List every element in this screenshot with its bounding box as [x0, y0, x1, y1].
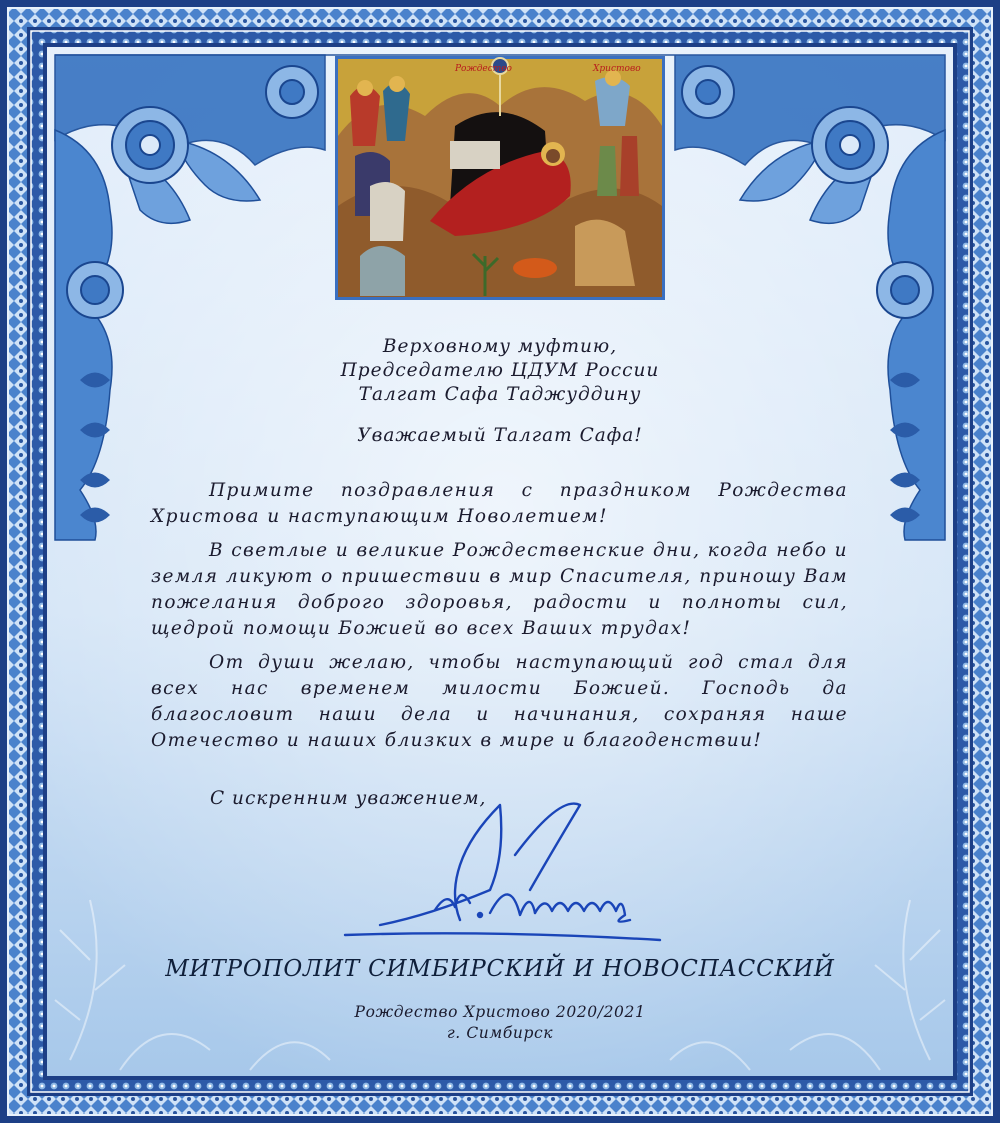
closing: С искренним уважением,	[210, 788, 487, 809]
footer-place: г. Симбирск	[446, 1024, 554, 1042]
letter-body	[151, 478, 848, 762]
address-line-1: Верховному муфтию,	[382, 336, 618, 357]
handwritten-signature	[340, 795, 670, 955]
signature-drawing	[340, 795, 670, 955]
greeting: Уважаемый Талгат Сафа!	[357, 425, 643, 446]
body-paragraph-2: В светлые и великие Рождественские дни, когда небо и земля ликуют о пришествии в мир Спасителя, приношу Вам пожелания доброго здоровья, радости и полноты сил, щедрой помощи Божией во всех Ваших трудах!	[151, 540, 848, 639]
icon-caption-left: Рождество	[455, 64, 512, 74]
address-line-3: Талгат Сафа Таджуддину	[358, 384, 642, 405]
body-paragraph-3: От души желаю, чтобы наступающий год стал для всех нас временем милости Божией. Господь да благословит наши дела и начинания, сохраняя наше Отечество и наших близких в мире и благоденствии!	[151, 652, 848, 751]
icon-caption-right: Христово	[593, 64, 641, 74]
address-line-2: Председателю ЦДУМ России	[340, 360, 660, 381]
footer-occasion: Рождество Христово 2020/2021	[354, 1003, 646, 1021]
body-paragraph-1: Примите поздравления с праздником Рождества Христова и наступающим Новолетием!	[151, 480, 848, 527]
sender-title: МИТРОПОЛИТ СИМБИРСКИЙ И НОВОСПАССКИЙ	[165, 956, 835, 982]
